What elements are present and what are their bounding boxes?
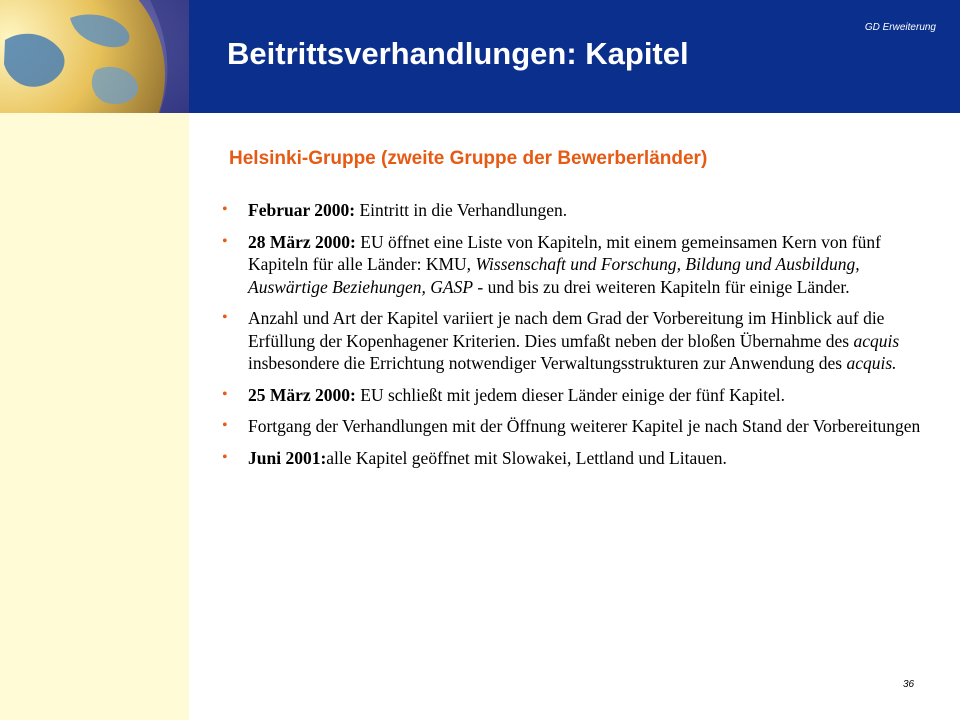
bullet-item bbox=[222, 384, 922, 407]
bullet-text: - und bis zu drei weiteren Kapiteln für einige Länder. bbox=[473, 276, 850, 297]
bullet-text: alle Kapitel geöffnet mit Slowakei, Lettland und Litauen. bbox=[326, 447, 727, 468]
bullet-date-lead: Februar 2000: bbox=[248, 200, 356, 220]
bullet-icon: • bbox=[222, 448, 228, 466]
bullet-text-italic: Wissenschaft und Forschung, Bildung und Ausbildung, Auswärtige Beziehungen, GASP bbox=[248, 254, 860, 297]
slide-title: Beitrittsverhandlungen: Kapitel bbox=[227, 36, 689, 71]
globe-graphic bbox=[0, 0, 189, 113]
bullet-item bbox=[222, 447, 922, 470]
bullet-item bbox=[222, 307, 922, 375]
page-number: 36 bbox=[903, 679, 915, 690]
header-bar bbox=[0, 0, 960, 113]
bullet-date-lead: 25 März 2000: bbox=[248, 384, 356, 405]
bullet-date-lead: 28 März 2000: bbox=[248, 231, 356, 252]
bullet-icon: • bbox=[222, 232, 228, 250]
bullet-text-italic: acquis bbox=[853, 330, 900, 351]
department-label: GD Erweiterung bbox=[864, 22, 936, 33]
bullet-text: EU öffnet eine Liste von Kapiteln, mit einem gemeinsamen Kern von fünf Kapiteln für alle Länder: KMU, bbox=[248, 231, 881, 274]
bullet-text: Anzahl und Art der Kapitel variiert je nach dem Grad der Vorbereitung im Hinblick auf die Erfüllung der Kopenhagener Kriterien. Dies umfaßt neben der bloßen Übernahme des bbox=[248, 308, 885, 351]
left-band bbox=[0, 113, 189, 720]
bullet-text: Eintritt in die Verhandlungen. bbox=[355, 200, 568, 220]
bullet-icon: • bbox=[222, 417, 228, 434]
bullet-icon: • bbox=[222, 309, 228, 326]
bullet-item bbox=[222, 415, 922, 438]
slide-subtitle: Helsinki-Gruppe (zweite Gruppe der Bewerberländer) bbox=[229, 148, 708, 169]
bullet-icon: • bbox=[222, 201, 228, 218]
bullet-date-lead: Juni 2001: bbox=[248, 447, 327, 468]
bullet-item bbox=[222, 231, 922, 299]
bullet-text-italic: acquis. bbox=[846, 353, 897, 373]
bullet-text: Fortgang der Verhandlungen mit der Öffnung weiterer Kapitel je nach Stand der Vorbereitungen bbox=[248, 416, 921, 436]
globe-image bbox=[0, 0, 189, 113]
bullet-text: insbesondere die Errichtung notwendiger Verwaltungsstrukturen zur Anwendung des bbox=[248, 353, 847, 373]
bullet-icon: • bbox=[222, 385, 228, 403]
bullet-item bbox=[222, 199, 922, 222]
bullet-text: EU schließt mit jedem dieser Länder einige der fünf Kapitel. bbox=[355, 384, 785, 405]
bullet-list bbox=[222, 199, 922, 478]
